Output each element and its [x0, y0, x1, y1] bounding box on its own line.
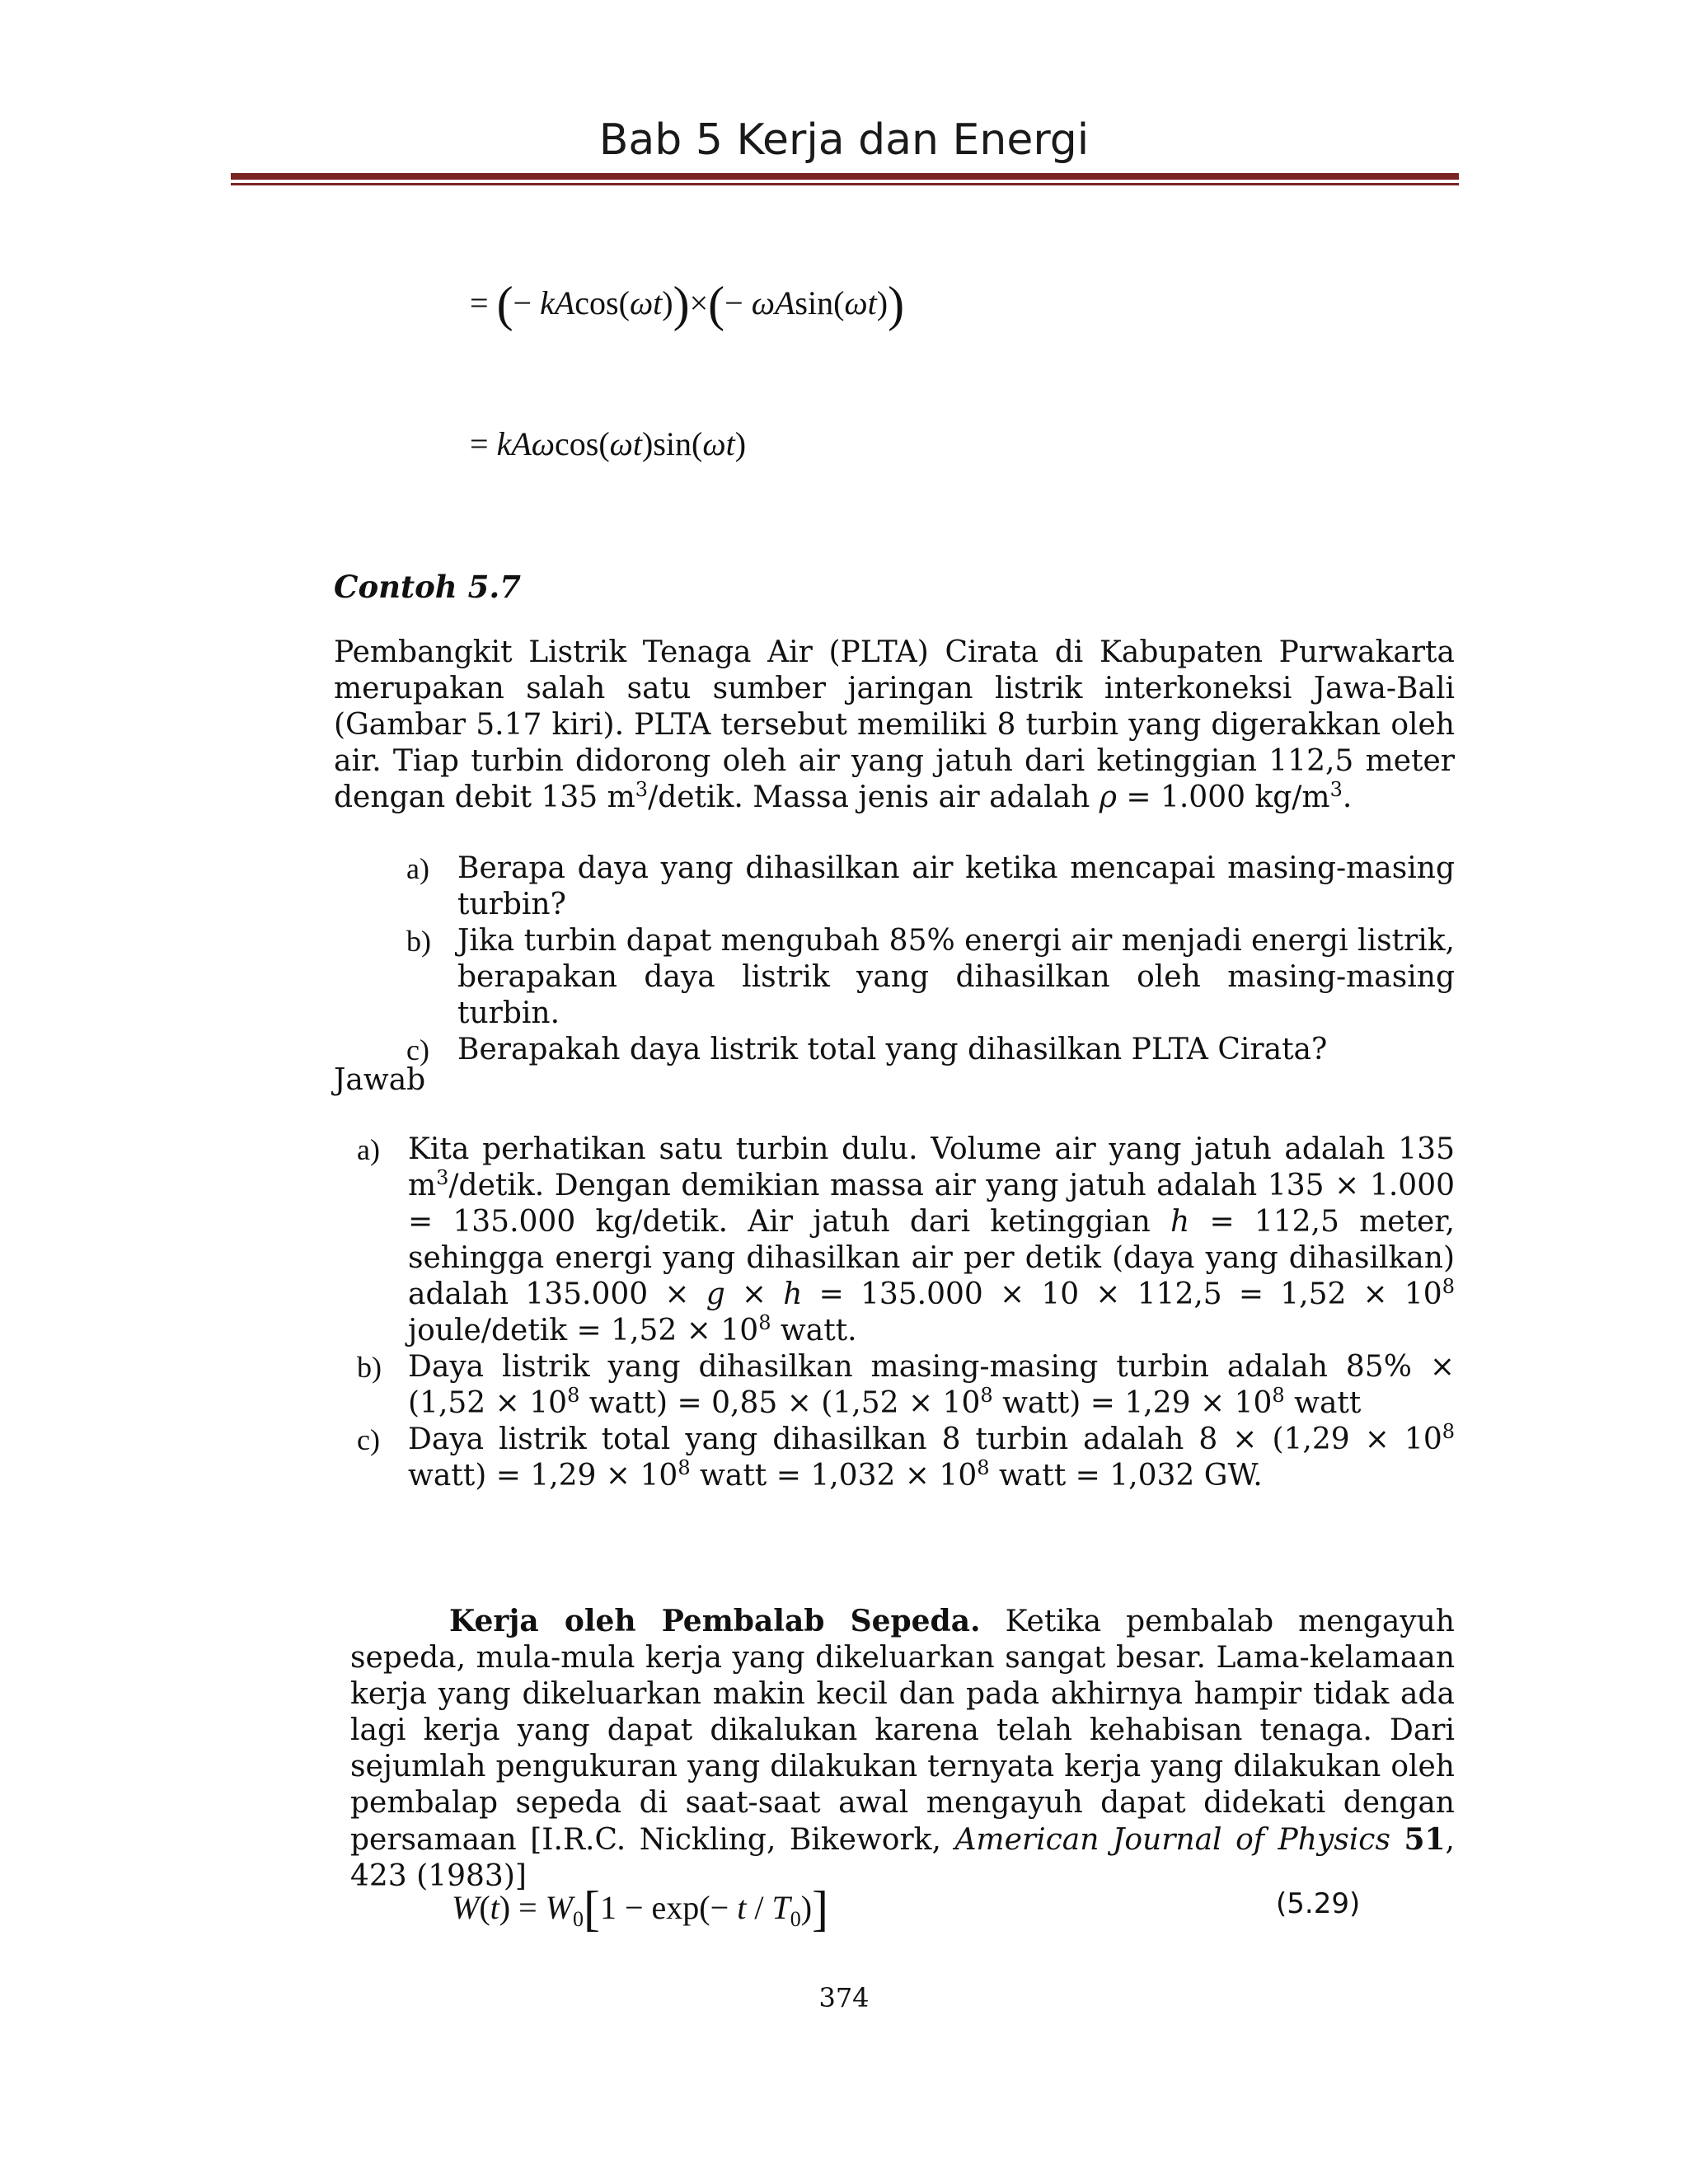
question-text: Jika turbin dapat mengubah 85% energi air menjadi energi listrik, berapakan daya listrik yang dihasilkan oleh masing-masing turbin. — [457, 924, 1455, 1030]
answer-list — [357, 1132, 1456, 1494]
page-number: 374 — [818, 1982, 870, 2013]
example-intro: Pembangkit Listrik Tenaga Air (PLTA) Cirata di Kabupaten Purwakarta merupakan salah satu sumber jaringan listrik interkoneksi Jawa-Bali (Gambar 5.17 kiri). PLTA tersebut memiliki 8 turbin yang digerakkan oleh air. Tiap turbin didorong oleh air yang jatuh dari ketinggian 112,5 meter dengan debit 135 $m^3$/detik. Massa jenis air adalah ρ = 1.000 $kg/m^3$. — [334, 635, 1455, 814]
question-label: a) — [406, 852, 429, 885]
answer-item: b) Daya listrik yang dihasilkan masing-masing turbin adalah $85\% \times (1,52 \times 10^8$ watt) = $0,85 \times (1,52 \times 10^8$ watt) = $1,29 \times 10^8$ watt — [357, 1350, 1455, 1420]
answer-item: a) Kita perhatikan satu turbin dulu. Volume air yang jatuh adalah 135 $m^3$/detik. Dengan demikian massa air yang jatuh adalah 135 × 1.000 = 135.000 kg/detik. Air jatuh dari ketinggian h = 112,5 meter, sehingga energi yang dihasilkan air per detik (daya yang dihasilkan) adalah $135.000 \times g \times h = 135.000 \times 10 \times 112,5 = 1,52 \times 10^8$ joule/detik = $1,52 \times 10^8$ watt. — [357, 1132, 1456, 1347]
chapter-header: Bab 5 Kerja dan Energi — [598, 115, 1090, 165]
question-label: c) — [406, 1033, 429, 1066]
equation-2 — [470, 424, 746, 463]
answer-label: a) — [357, 1133, 380, 1166]
section-paragraph: Kerja oleh Pembalab Sepeda. Ketika pembalab mengayuh sepeda, mula-mula kerja yang dikeluarkan sangat besar. Lama-kelamaan kerja yang dikeluarkan makin kecil dan pada akhirnya hampir tidak ada lagi kerja yang dapat dikalukan karena telah kehabisan tenaga. Dari sejumlah pengukuran yang dilakukan ternyata kerja yang dilakukan oleh pembalap sepeda di saat-saat awal mengayuh dapat didekati dengan persamaan [I.R.C. Nickling, Bikework, American Journal of Physics 51, 423 (1983)] — [350, 1604, 1455, 1893]
section-lead: Kerja oleh Pembalab Sepeda. — [449, 1604, 981, 1638]
answer-label: b) — [357, 1351, 382, 1384]
question-list — [406, 851, 1455, 1068]
example-title: Contoh 5.7 — [334, 569, 521, 605]
question-item — [406, 1032, 1455, 1068]
header-rule — [231, 173, 1459, 180]
eq2-render: = kAωcos(ωt)sin(ωt) — [470, 425, 747, 462]
question-item — [406, 851, 1455, 923]
eq1-render: = (− kAcos(ωt))×(− ωAsin(ωt)) — [470, 277, 905, 331]
answer-heading: Jawab — [334, 1063, 426, 1097]
question-text: Berapakah daya listrik total yang dihasilkan PLTA Cirata? — [457, 1033, 1328, 1066]
question-text: Berapa daya yang dihasilkan air ketika mencapai masing-masing turbin? — [457, 851, 1455, 921]
answer-item: c) Daya listrik total yang dihasilkan 8 turbin adalah $8 \times (1,29 \times 10^8$ watt) = $1,29 \times 10^8$ watt = $1,032 \times 10^8$ watt = 1,032 GW. — [357, 1420, 1455, 1493]
equation-number: (5.29) — [1276, 1887, 1361, 1920]
header-rule-thin — [231, 183, 1459, 185]
equation-1 — [470, 276, 904, 333]
question-item — [406, 923, 1455, 1032]
question-label: b) — [406, 925, 431, 958]
answer-label: c) — [357, 1423, 380, 1456]
equation-3: $W(t) = W_0[1 - \exp(- t / T_0)]$ — [452, 1882, 828, 1936]
